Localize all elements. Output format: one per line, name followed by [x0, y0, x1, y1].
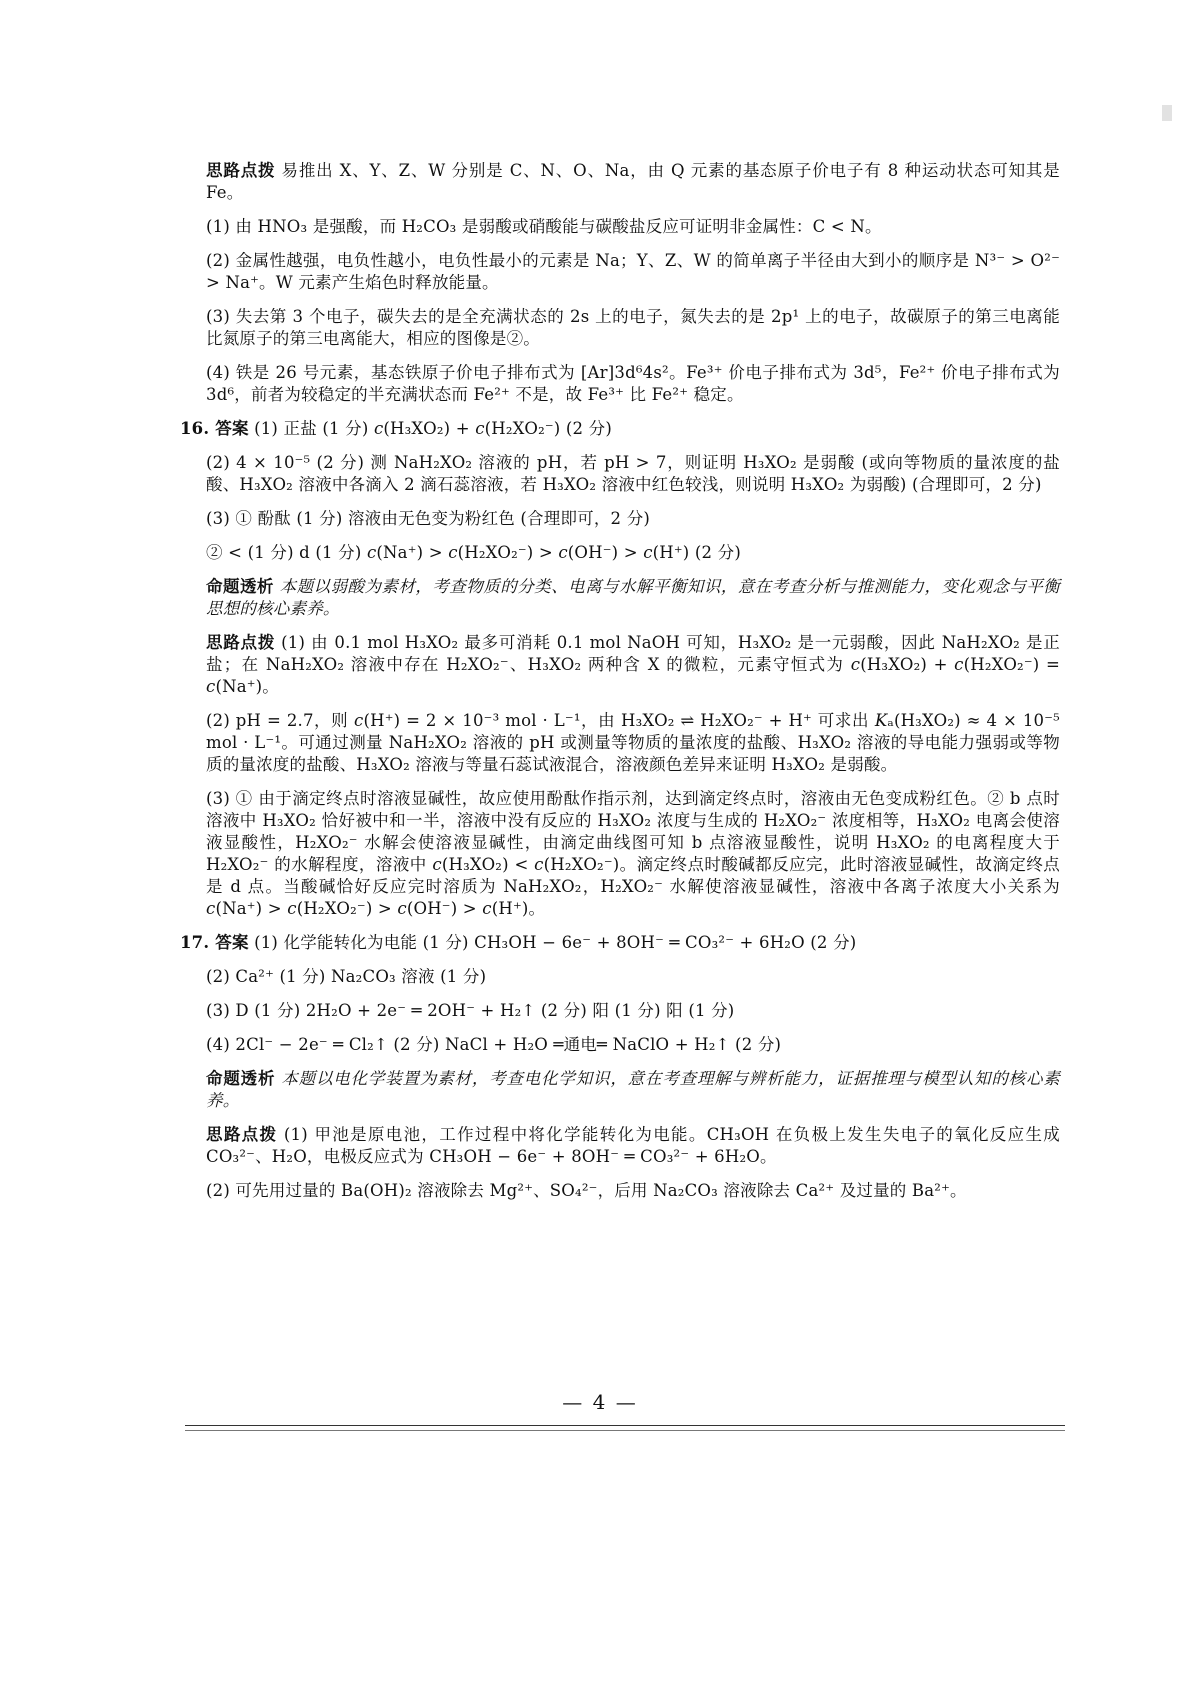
footer-rule-thin [185, 1430, 1065, 1431]
text-run: 易推出 X、Y、Z、W 分别是 C、N、O、Na，由 Q 元素的基态原子价电子有 8 种运动状态可知其是 Fe。 [206, 161, 1060, 202]
text-run: c [475, 419, 485, 438]
text-run: (2) pH = 2.7，则 [206, 711, 355, 730]
paragraph [180, 362, 1060, 406]
text-run: c [482, 899, 492, 918]
text-run: (1) 甲池是原电池，工作过程中将化学能转化为电能。CH₃OH 在负极上发生失电子的氧化反应生成 CO₃²⁻、H₂O，电极反应式为 CH₃OH − 6e⁻ + 8OH⁻ ═ CO₃²⁻ + 6H₂O。 [206, 1125, 1060, 1166]
paragraph [180, 632, 1060, 698]
section-label: 思路点拨 [206, 633, 276, 652]
paragraph [180, 576, 1060, 620]
text-run: ₐ(H₃XO₂) ≈ 4 × 10⁻⁵ mol · L⁻¹。可通过测量 NaH₂XO₂ 溶液的 pH 或测量等物质的量浓度的盐酸、H₃XO₂ 溶液的导电能力强弱或等物质的量浓度的盐酸、H₃XO₂ 溶液与等量石蕊试液混合，溶液颜色差异来证明 H₃XO₂ 是弱酸。 [206, 711, 1060, 774]
text-run: c [432, 855, 442, 874]
text-run: (4) 2Cl⁻ − 2e⁻ ═ Cl₂↑ (2 分) NaCl + H₂O ═通电═ NaClO + H₂↑ (2 分) [206, 1035, 782, 1054]
section-label: 命题透析 [206, 577, 274, 596]
text-run: c [643, 543, 653, 562]
text-run: (OH⁻) > [406, 899, 483, 918]
text-run: (2) 金属性越强，电负性越小，电负性最小的元素是 Na；Y、Z、W 的简单离子半径由大到小的顺序是 N³⁻ > O²⁻ > Na⁺。W 元素产生焰色时释放能量。 [206, 251, 1060, 292]
text-run: c [448, 543, 458, 562]
text-run: (1) 由 0.1 mol H₃XO₂ 最多可消耗 0.1 mol NaOH 可知，H₃XO₂ 是一元弱酸，因此 NaH₂XO₂ 是正盐；在 NaH₂XO₂ 溶液中存在 H₂XO₂⁻、H₃XO₂ 两种含 X 的微粒，元素守恒式为 [206, 633, 1060, 674]
text-run: (H⁺)。 [491, 899, 546, 918]
text-run: (1) 化学能转化为电能 (1 分) CH₃OH − 6e⁻ + 8OH⁻ ═ CO₃²⁻ + 6H₂O (2 分) [248, 933, 857, 952]
section-label: 命题透析 [206, 1069, 276, 1088]
section-label: 思路点拨 [206, 161, 276, 180]
text-run: c [366, 543, 377, 562]
answer-content [180, 160, 1060, 1214]
text-run: (3) D (1 分) 2H₂O + 2e⁻ ═ 2OH⁻ + H₂↑ (2 分) 阳 (1 分) 阳 (1 分) [206, 1001, 735, 1020]
text-run: K [874, 711, 888, 730]
text-run: (Na⁺) > [215, 899, 288, 918]
text-run: (H₃XO₂) + [860, 655, 955, 674]
text-run: c [558, 543, 568, 562]
text-run: c [206, 899, 216, 918]
paragraph [180, 452, 1060, 496]
text-run: (H₃XO₂) + [383, 419, 476, 438]
text-run: (H₂XO₂⁻) (2 分) [484, 419, 612, 438]
text-run: 本题以电化学装置为素材，考查电化学知识，意在考查理解与辨析能力，证据推理与模型认知的核心素养。 [206, 1069, 1060, 1110]
text-run: (2) Ca²⁺ (1 分) Na₂CO₃ 溶液 (1 分) [206, 967, 487, 986]
page-number: — 4 — [562, 1390, 638, 1414]
text-run: (1) 正盐 (1 分) [248, 419, 374, 438]
text-run: (Na⁺)。 [215, 677, 280, 696]
text-run: (2) 可先用过量的 Ba(OH)₂ 溶液除去 Mg²⁺、SO₄²⁻，后用 Na₂CO₃ 溶液除去 Ca²⁺ 及过量的 Ba²⁺。 [206, 1181, 967, 1200]
text-run: (2) 4 × 10⁻⁵ (2 分) 测 NaH₂XO₂ 溶液的 pH，若 pH > 7，则证明 H₃XO₂ 是弱酸 (或向等物质的量浓度的盐酸、H₃XO₂ 溶液中各滴入 2 滴石蕊溶液，若 H₃XO₂ 溶液中红色较浅，则说明 H₃XO₂ 为弱酸) (合理即可，2 分) [206, 453, 1060, 494]
paragraph [180, 306, 1060, 350]
paragraph [180, 250, 1060, 294]
text-run: (3) ① 由于滴定终点时溶液显碱性，故应使用酚酞作指示剂，达到滴定终点时，溶液由无色变成粉红色。② b 点时溶液中 H₃XO₂ 恰好被中和一半，溶液中没有反应的 H₃XO₂ 浓度与生成的 H₂XO₂⁻ 浓度相等，H₃XO₂ 电离会使溶液显酸性，H₂XO₂⁻ 水解会使溶液显碱性，由滴定曲线图可知 b 点溶液显酸性，说明 H₃XO₂ 的电离程度大于 H₂XO₂⁻ 的水解程度，溶液中 [206, 789, 1060, 874]
text-run: (1) 由 HNO₃ 是强酸，而 H₂CO₃ 是弱酸或硝酸能与碳酸盐反应可证明非金属性：C < N。 [206, 217, 882, 236]
text-run: c [354, 711, 364, 730]
paragraph [180, 932, 1060, 954]
section-label: 16. 答案 [180, 419, 249, 438]
text-run: c [534, 855, 544, 874]
text-run: (OH⁻) > [567, 543, 644, 562]
text-run: c [206, 677, 216, 696]
paragraph [180, 418, 1060, 440]
text-run: c [373, 419, 384, 438]
text-run: (H₂XO₂⁻) > [457, 543, 559, 562]
text-run: (4) 铁是 26 号元素，基态铁原子价电子排布式为 [Ar]3d⁶4s²。Fe³⁺ 价电子排布式为 3d⁵，Fe²⁺ 价电子排布式为 3d⁶，前者为较稳定的半充满状态而 Fe²⁺ 不是，故 Fe³⁺ 比 Fe²⁺ 稳定。 [206, 363, 1060, 404]
scan-mark [1162, 105, 1172, 121]
paragraph [180, 160, 1060, 204]
paragraph [180, 542, 1060, 564]
paragraph [180, 788, 1060, 920]
paragraph [180, 1180, 1060, 1202]
text-run: (H₂XO₂⁻) = [963, 655, 1060, 674]
text-run: c [954, 655, 964, 674]
text-run: (3) ① 酚酞 (1 分) 溶液由无色变为粉红色 (合理即可，2 分) [206, 509, 651, 528]
text-run: c [287, 899, 297, 918]
paragraph [180, 1124, 1060, 1168]
text-run: 本题以弱酸为素材，考查物质的分类、电离与水解平衡知识，意在考查分析与推测能力，变化观念与平衡思想的核心素养。 [206, 577, 1060, 618]
text-run: (H⁺) (2 分) [652, 543, 742, 562]
text-run: (H⁺) = 2 × 10⁻³ mol · L⁻¹，由 H₃XO₂ ⇌ H₂XO₂⁻ + H⁺ 可求出 [363, 711, 875, 730]
text-run: c [397, 899, 407, 918]
text-run: (H₃XO₂) < [441, 855, 535, 874]
footer-rule [185, 1425, 1065, 1426]
paragraph [180, 966, 1060, 988]
paragraph [180, 1068, 1060, 1112]
paragraph [180, 508, 1060, 530]
text-run: c [850, 655, 861, 674]
text-run: ② < (1 分) d (1 分) [206, 543, 367, 562]
paragraph [180, 710, 1060, 776]
text-run: (3) 失去第 3 个电子，碳失去的是全充满状态的 2s 上的电子，氮失去的是 2p¹ 上的电子，故碳原子的第三电离能比氮原子的第三电离能大，相应的图像是②。 [206, 307, 1060, 348]
paragraph [180, 1034, 1060, 1056]
section-label: 思路点拨 [206, 1125, 278, 1144]
paragraph [180, 216, 1060, 238]
text-run: (H₂XO₂⁻) > [296, 899, 398, 918]
section-label: 17. 答案 [180, 933, 249, 952]
paragraph [180, 1000, 1060, 1022]
text-run: (H₂XO₂⁻)。滴定终点时酸碱都反应完，此时溶液显碱性，故滴定终点是 d 点。当酸碱恰好反应完时溶质为 NaH₂XO₂，H₂XO₂⁻ 水解使溶液显碱性，溶液中各离子浓度大小关系为 [206, 855, 1061, 896]
text-run: (Na⁺) > [376, 543, 449, 562]
